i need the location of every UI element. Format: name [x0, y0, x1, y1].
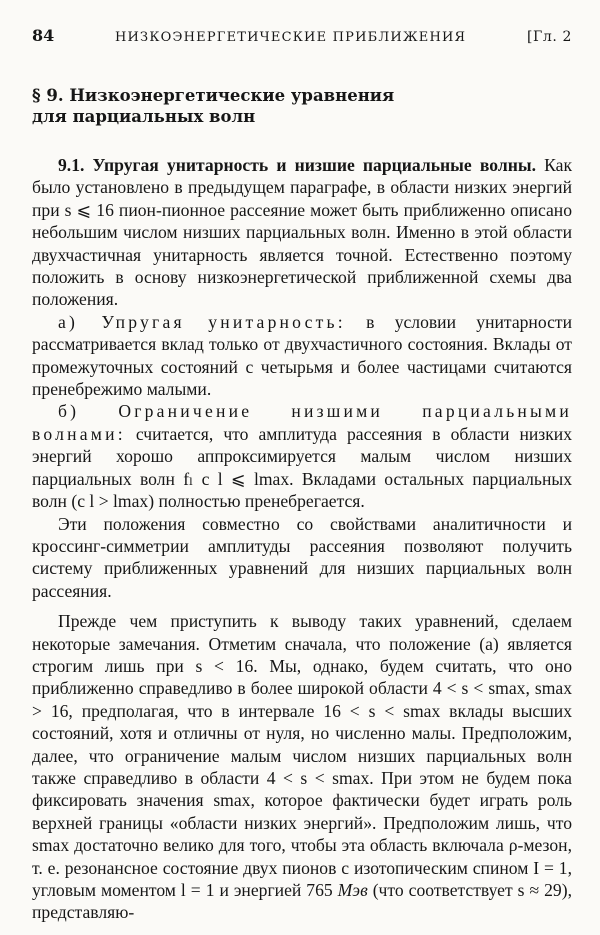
- paragraph-text: Эти положения совместно со свойствами аналитичности и кроссинг-симметрии амплитуды рассеяния позволяют получить систему приближенных уравнений для низших парциальных волн рассеяния.: [32, 513, 572, 601]
- chapter-ref: [Гл. 2: [526, 29, 572, 45]
- paragraph-consequences: [32, 513, 572, 603]
- energy-unit: Мэв: [337, 880, 368, 900]
- paragraph-assumption-b: [32, 400, 572, 512]
- section-title-line-1: § 9. Низкоэнергетические уравнения: [32, 86, 395, 105]
- paragraph-assumption-a: [32, 311, 572, 401]
- subsection-heading: 9.1. Упругая унитарность и низшие парциальные волны.: [58, 155, 536, 175]
- paragraph-text: считается, что амплитуда рассеяния в области низких энергий хорошо аппроксимируется малым числом низших парциальных волн fₗ с l ⩽ lmax. Вкладами остальных парциальных волн (с l > lmax) полностью пренебрегается.: [32, 423, 572, 512]
- paragraph-text-a: Прежде чем приступить к выводу таких уравнений, сделаем некоторые замечания. Отметим сначала, что положение (а) является строгим лишь при s < 16. Мы, однако, будем считать, что оно приближенно справедливо в более широкой области 4 < s < smax, smax > 16, предполагая, что в интервале 16 < s < smax вклады высших состояний, хотя и отличны от нуля, но численно малы. Предположим, далее, что ограничение малым числом низших парциальных волн также справедливо в области 4 < s < smax. При этом не будем пока фиксировать значения smax, которое фактически будет играть роль верхней границы «области низких энергий». Предположим лишь, что smax достаточно велико для того, чтобы эта область включала ρ-мезон, т. е. резонансное состояние двух пионов с изотопическим спином I = 1, угловым моментом l = 1 и энергией 765: [32, 611, 572, 900]
- assumption-b-label: б) Ограничение низшими парциальными волнами:: [32, 401, 572, 444]
- paragraph-text-b: (что соответствует s ≈ 29), представляю-: [32, 880, 572, 923]
- running-head: [32, 26, 572, 45]
- section-title: [32, 85, 572, 127]
- paragraph-text: в условии унитарности рассматривается вклад только от двухчастичного состояния. Вклады от промежуточных состояний с четырьмя и более частицами считаются пренебрежимо малыми.: [32, 311, 572, 400]
- paragraph-text: Как было установлено в предыдущем параграфе, в области низких энергий при s ⩽ 16 пион-пионное рассеяние может быть приближенно описано небольшим числом низших парциальных волн. Именно в этой области двухчастичная унитарность является точной. Естественно поэтому положить в основу низкоэнергетической приближенной схемы два положения.: [32, 155, 572, 310]
- page-number: 84: [32, 26, 55, 45]
- running-title: НИЗКОЭНЕРГЕТИЧЕСКИЕ ПРИБЛИЖЕНИЯ: [114, 30, 467, 45]
- section-title-line-2: для парциальных волн: [32, 107, 256, 126]
- paragraph-remarks: [32, 610, 572, 924]
- paragraph-elastic-unitarity: [32, 154, 572, 311]
- assumption-a-label: а) Упругая унитарность:: [58, 311, 346, 332]
